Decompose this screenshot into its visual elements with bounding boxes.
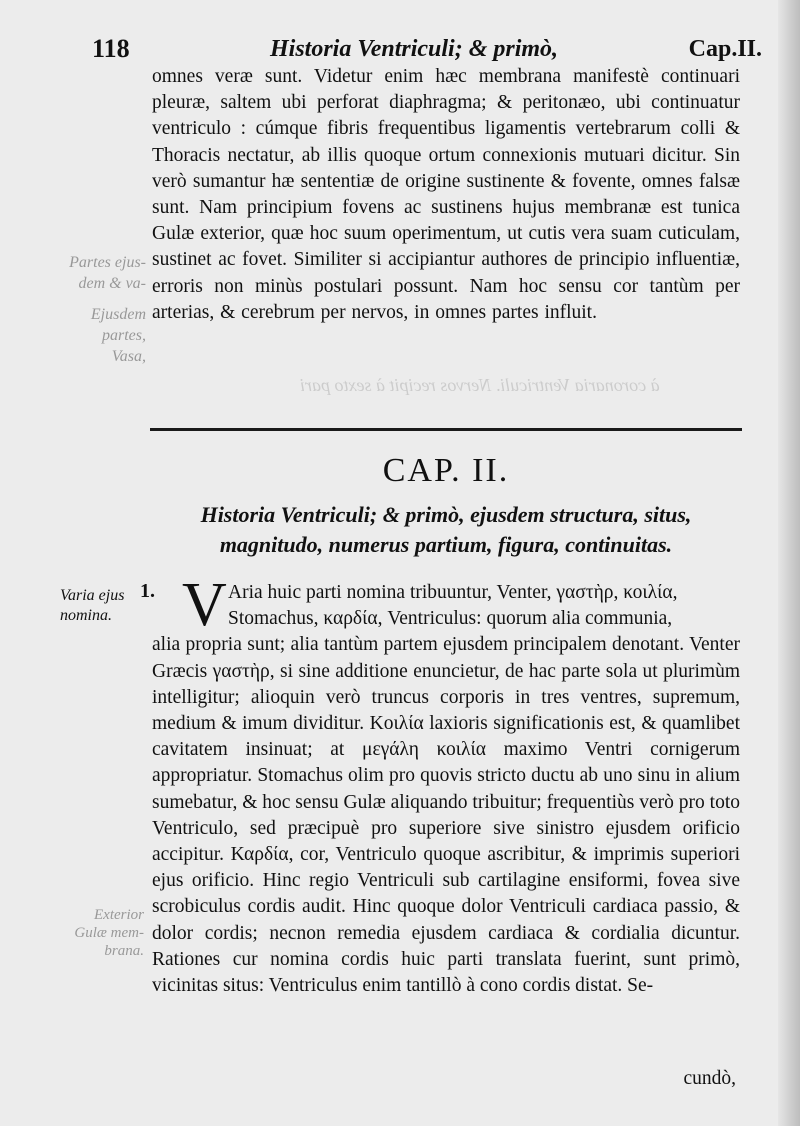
bleed-through-decoration: à coronaria Ventriculi. Nervos recipit à sexto pari — [300, 375, 660, 395]
chapter-reference: Cap.II. — [688, 36, 762, 62]
section-text-block — [152, 580, 740, 999]
margin-note-line: Exterior — [94, 907, 144, 923]
margin-note-varia-nomina: Varia ejus nomina. — [60, 587, 125, 624]
margin-note-line: brana. — [104, 943, 144, 959]
margin-note-line: Gulæ mem- — [74, 925, 144, 941]
margin-note-line: partes, — [102, 327, 146, 344]
section-first-line: Aria huic parti nomina tribuuntur, Venter, γαστὴρ, κοιλία, — [228, 582, 678, 603]
margin-note-line: Vasa, — [111, 348, 146, 365]
margin-note-faint-top — [54, 252, 146, 367]
catchword: cundò, — [683, 1068, 736, 1089]
drop-cap-letter: V — [182, 571, 227, 639]
margin-note-faint-lower — [66, 906, 144, 960]
margin-note-line: dem & va- — [78, 275, 146, 292]
section-number: 1. — [140, 580, 155, 602]
chapter-heading: CAP. II. — [382, 452, 510, 489]
section-second-line: Stomachus, καρδία, Ventriculus: quorum alia communia, — [228, 608, 673, 630]
page-gutter-shadow — [778, 0, 800, 1126]
continuation-paragraph: omnes veræ sunt. Videtur enim hæc membrana manifestè continuari pleuræ, saltem ubi perforat diaphragma; & peritonæo, ubi continuatur ventriculo : cúmque fibris frequentibus ligamentis vertebrarum colli & Thoracis nectatur, ab illis quoque ortum connexionis mutuari dicitur. Sin verò sumantur hæ sententiæ de origine sustinente & fovente, omnes falsæ sunt. Nam principium fovens ac sustinens hujus membranæ est tunica Gulæ exterior, quæ hoc suum operimentum, ut cutis vera suam cuticulam, sustinet ac fovet. Similiter si accipiantur authores de principio influentiæ, erroris non minùs postulari possunt. Nam hoc sensu cor tantùm per arterias, & cerebrum per nervos, in omnes partes influit. — [152, 66, 740, 323]
running-title: Historia Ventriculi; & primò, — [270, 36, 559, 62]
page-number: 118 — [92, 34, 130, 63]
chapter-title: Historia Ventriculi; & primò, ejusdem structura, situs, magnitudo, numerus partium, figura, continuitas. — [200, 502, 692, 557]
running-header — [92, 34, 762, 66]
section-divider-rule — [150, 428, 742, 431]
section-body-text: alia propria sunt; alia tantùm partem ejusdem principalem denotant. Venter Græcis γαστὴρ, si sine additione enuncietur, de hac parte sola ut plurimùm intelligitur; alioquin verò truncus corporis in tres ventres, supremum, medium & imum dividitur. Κοιλία laxioris significationis est, & quamlibet cavitatem insinuat; at μεγάλη κοιλία maximo Ventri cornigerum appropriatur. Stomachus olim pro quovis stricto ductu ab uno sinu in alium sumebatur, & hoc sensu Gulæ aliquando tribuitur; frequentiùs verò pro toto Ventriculo, sed præcipuè pro superiore sive sinistro ejusdem orificio accipitur. Καρδία, cor, Ventriculo quoque ascribitur, & imprimis superiori ejus orificio. Hinc regio Ventriculi sub cartilagine ensiformi, fovea sive scrobiculus cordis audit. Hinc quoque dolor Ventriculi cardiaca passio, & dolor cordis; necnon remedia ejusdem cardiaca & cordialia dicuntur. Rationes cur nomina cordis huic parti translata fuerint, sunt primò, vicinitas situs: Ventriculus enim tantillò à cono cordis distat. Se- — [152, 634, 740, 997]
margin-note-line: Partes ejus- — [69, 254, 146, 271]
margin-note-line: Ejusdem — [90, 306, 146, 323]
